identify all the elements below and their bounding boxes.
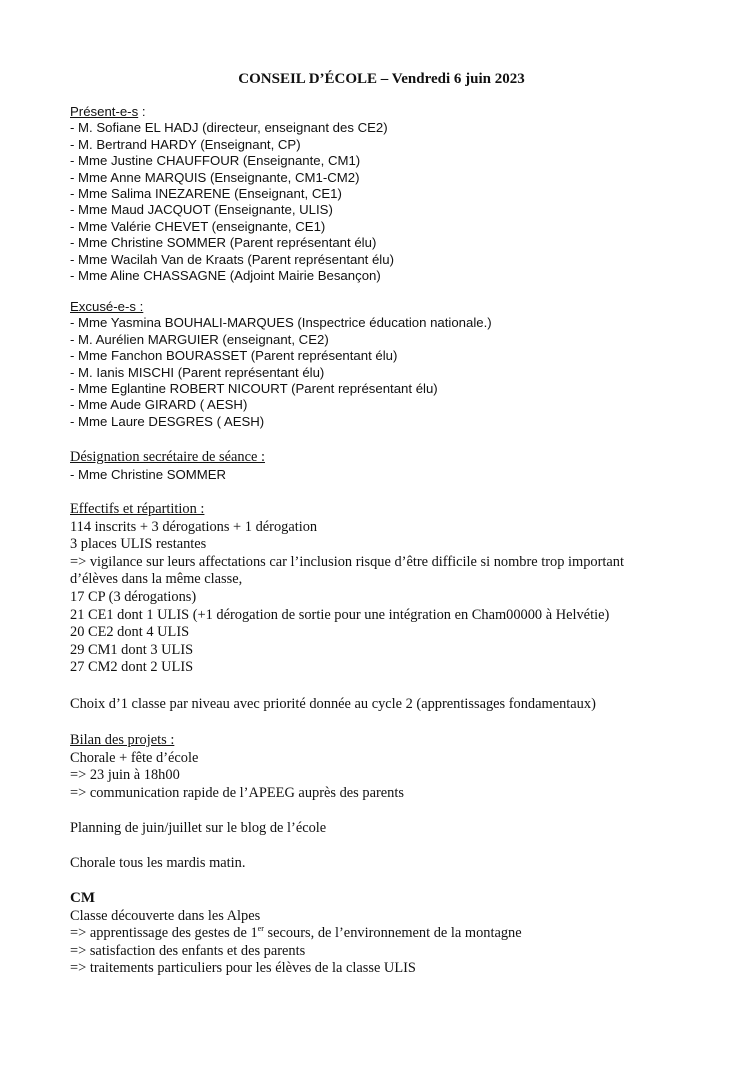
chorale-line: Chorale tous les mardis matin. (70, 855, 246, 871)
presents-heading: Présent-e-s (70, 104, 139, 119)
present-item: - Mme Anne MARQUIS (Enseignante, CM1-CM2) (70, 169, 360, 185)
bilan-line: Chorale + fête d’école (70, 749, 199, 766)
choix-line: Choix d’1 classe par niveau avec priorité donnée au cycle 2 (apprentissages fondamentaux) (70, 696, 596, 712)
bilan-section (70, 732, 404, 802)
planning-line: Planning de juin/juillet sur le blog de l’école (70, 820, 327, 836)
choix-section (70, 696, 596, 714)
excuse-item: - Mme Aude GIRARD ( AESH) (70, 397, 248, 413)
excuse-item: - Mme Yasmina BOUHALI-MARQUES (Inspectrice éducation nationale.) (70, 315, 492, 331)
effectifs-line: 3 places ULIS restantes (70, 536, 207, 553)
cm-line: => traitements particuliers pour les élèves de la classe ULIS (70, 960, 416, 977)
effectifs-heading: Effectifs et répartition : (70, 501, 205, 517)
present-item: - Mme Maud JACQUOT (Enseignante, ULIS) (70, 202, 333, 218)
effectifs-line: d’élèves dans la même classe, (70, 571, 243, 588)
effectifs-section (70, 501, 624, 677)
effectifs-line: 20 CE2 dont 4 ULIS (70, 624, 190, 641)
excuse-item: - M. Aurélien MARGUIER (enseignant, CE2) (70, 331, 329, 347)
presents-section (70, 104, 394, 284)
effectifs-line: 114 inscrits + 3 dérogations + 1 dérogation (70, 518, 318, 535)
cm-line: Classe découverte dans les Alpes (70, 907, 261, 924)
present-item: - Mme Wacilah Van de Kraats (Parent représentant élu) (70, 251, 394, 267)
excuse-item: - M. Ianis MISCHI (Parent représentant élu) (70, 364, 325, 380)
present-item: - Mme Aline CHASSAGNE (Adjoint Mairie Besançon) (70, 268, 381, 284)
excuse-item: - Mme Eglantine ROBERT NICOURT (Parent représentant élu) (70, 381, 438, 397)
effectifs-line: 27 CM2 dont 2 ULIS (70, 659, 194, 676)
planning-section (70, 820, 326, 838)
present-item: - M. Bertrand HARDY (Enseignant, CP) (70, 136, 301, 152)
cm-section (70, 890, 522, 978)
excuse-item: - Mme Laure DESGRES ( AESH) (70, 413, 265, 429)
cm-line: => satisfaction des enfants et des parents (70, 942, 306, 959)
bilan-line: => 23 juin à 18h00 (70, 767, 180, 784)
effectifs-line: 21 CE1 dont 1 ULIS (+1 dérogation de sortie pour une intégration en Cham00000 à Helvétie) (70, 606, 610, 623)
present-item: - Mme Christine SOMMER (Parent représentant élu) (70, 235, 377, 251)
presents-heading-suffix: : (138, 104, 146, 119)
cm-heading: CM (70, 890, 95, 906)
cm-line2-sup: er (257, 924, 264, 934)
cm-line (70, 925, 522, 943)
excuses-heading: Excusé-e-s : (70, 299, 144, 314)
present-item: - Mme Salima INEZARENE (Enseignant, CE1) (70, 186, 342, 202)
bilan-line: => communication rapide de l’APEEG auprès des parents (70, 784, 404, 801)
secretaire-heading: Désignation secrétaire de séance : (70, 449, 265, 465)
chorale-section (70, 855, 245, 873)
cm-line2-before: => apprentissage des gestes de 1 (70, 925, 258, 942)
secretaire-value: - Mme Christine SOMMER (70, 466, 227, 482)
excuse-item: - Mme Fanchon BOURASSET (Parent représentant élu) (70, 348, 398, 364)
present-item: - Mme Valérie CHEVET (enseignante, CE1) (70, 218, 326, 234)
bilan-heading: Bilan des projets : (70, 732, 175, 748)
presents-heading-line (70, 104, 394, 120)
secretaire-section (70, 449, 265, 483)
effectifs-line: 17 CP (3 dérogations) (70, 588, 197, 605)
excuses-section (70, 299, 492, 430)
present-item: - M. Sofiane EL HADJ (directeur, enseignant des CE2) (70, 120, 388, 136)
effectifs-line: 29 CM1 dont 3 ULIS (70, 641, 194, 658)
present-item: - Mme Justine CHAUFFOUR (Enseignante, CM1) (70, 153, 361, 169)
effectifs-line: => vigilance sur leurs affectations car l’inclusion risque d’être difficile si nombre trop important (70, 553, 624, 570)
document-title: CONSEIL D’ÉCOLE – Vendredi 6 juin 2023 (238, 71, 525, 87)
cm-line2-after: secours, de l’environnement de la montagne (263, 925, 522, 942)
